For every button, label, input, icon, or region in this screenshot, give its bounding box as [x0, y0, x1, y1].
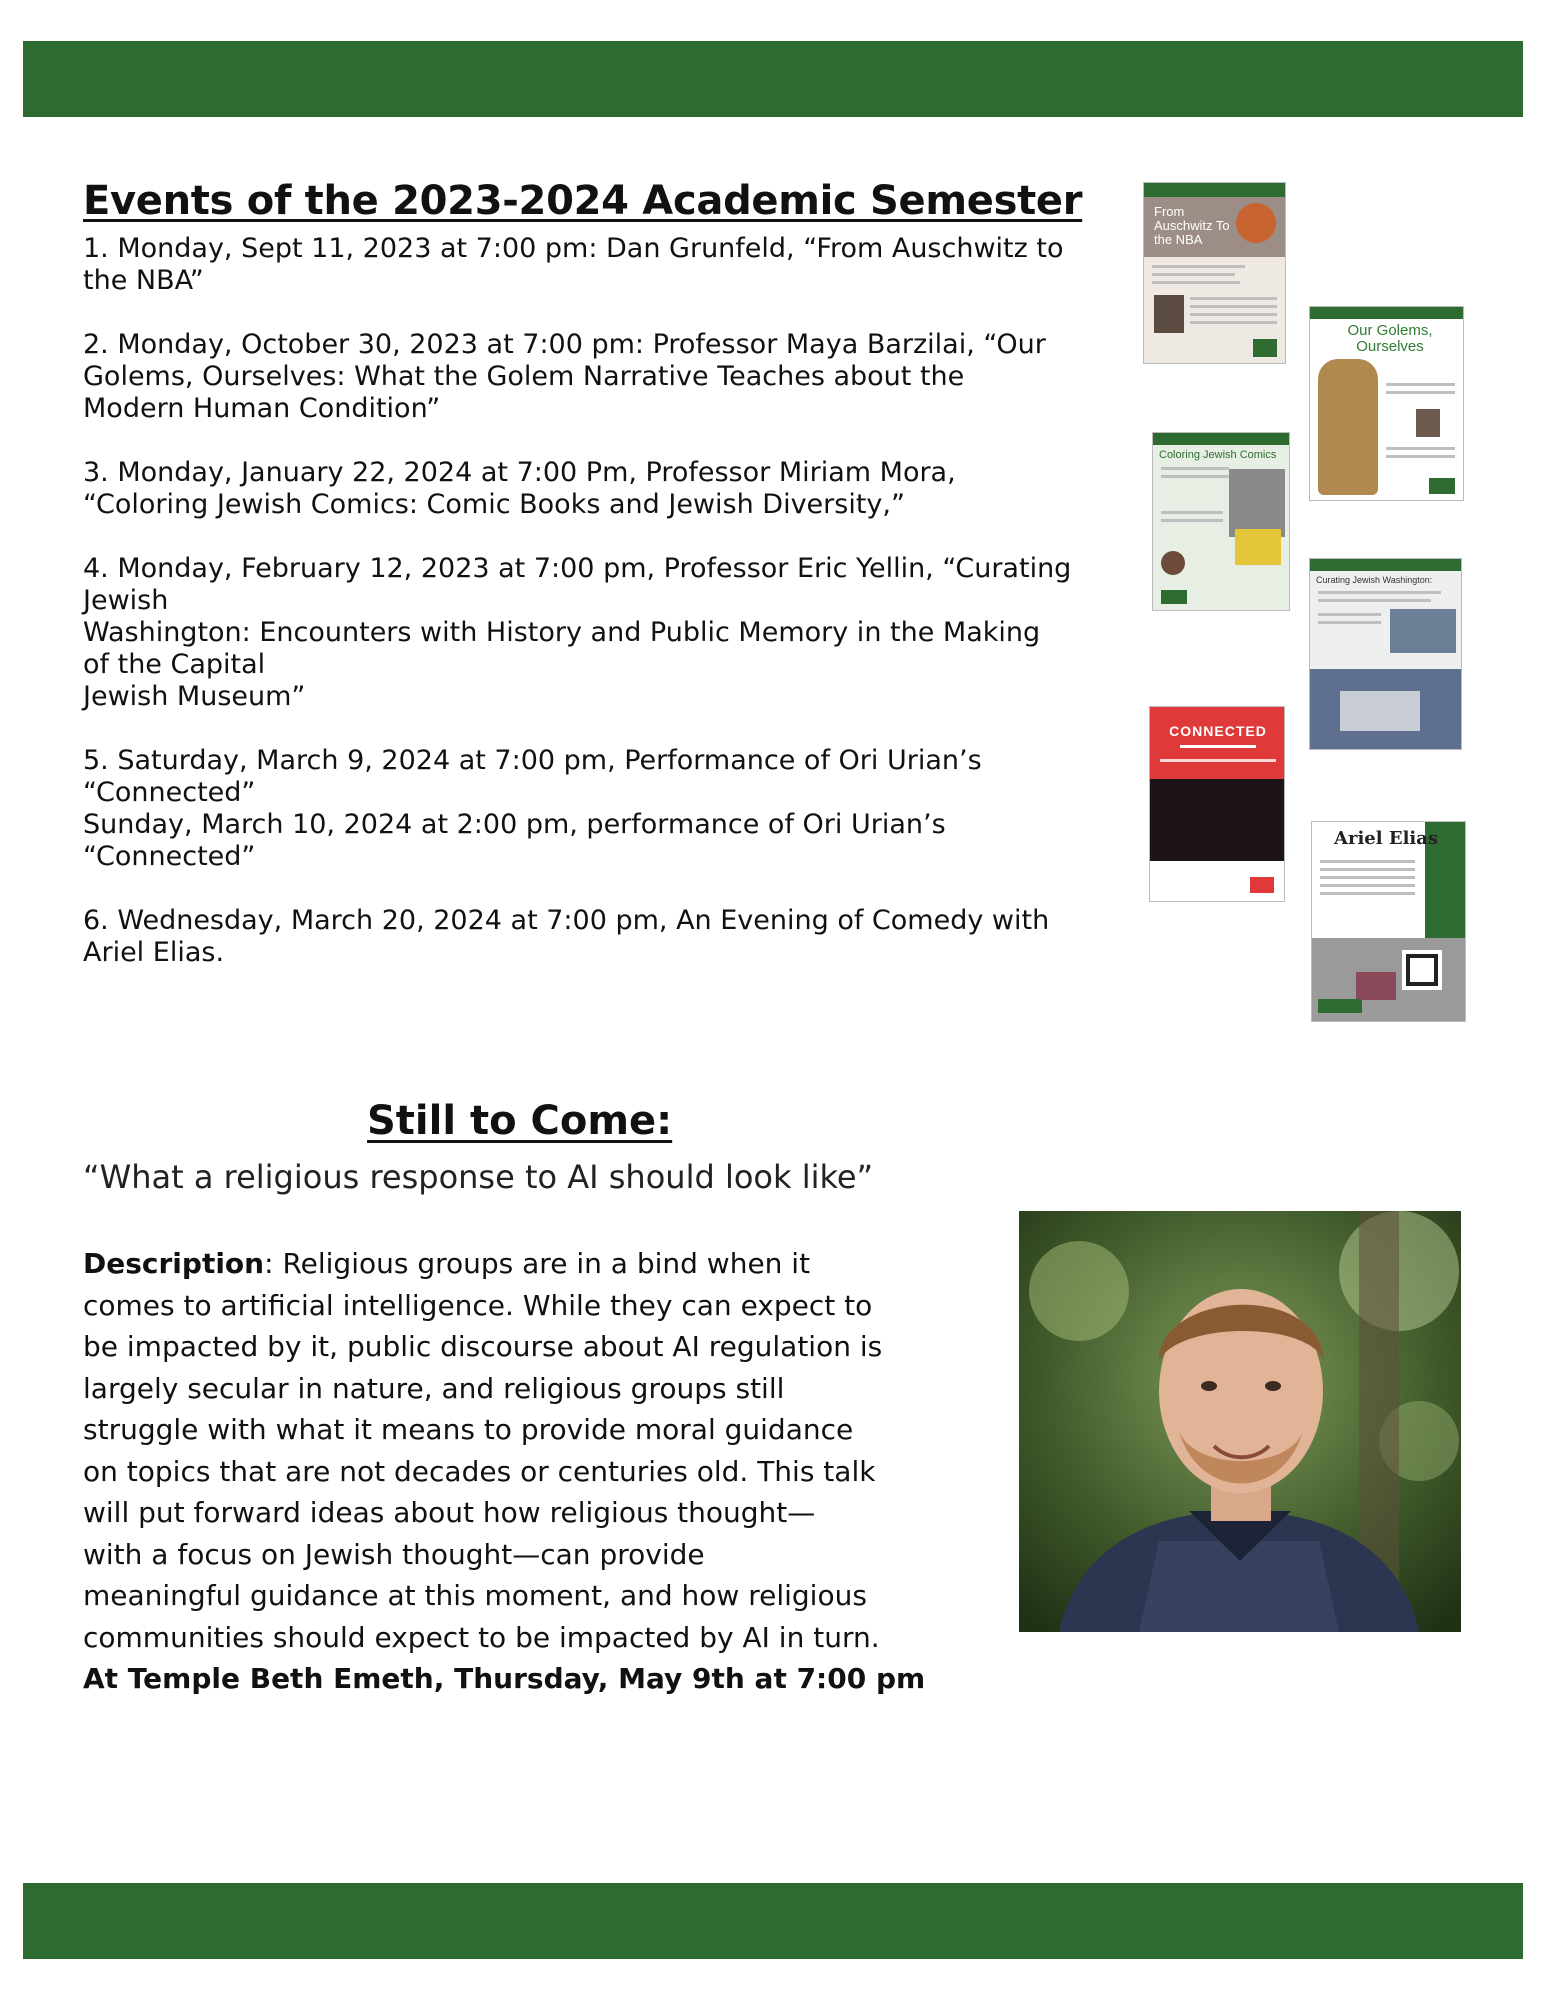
event-line: 4. Monday, February 12, 2023 at 7:00 pm, Professor Eric Yellin, “Curating — [83, 553, 1072, 584]
poster-coloring-comics — [1152, 432, 1290, 611]
still-to-come-heading: Still to Come: — [367, 1098, 673, 1144]
description-label: Description — [83, 1247, 265, 1280]
poster-text — [1190, 305, 1277, 308]
poster-text — [1152, 273, 1235, 276]
poster-text — [1161, 475, 1229, 478]
logo-icon — [1253, 339, 1277, 357]
poster-ariel-elias — [1311, 821, 1466, 1022]
poster-text — [1161, 519, 1223, 522]
description-line: meaningful guidance at this moment, and how religious — [83, 1579, 867, 1612]
speaker-portrait-image — [1019, 1211, 1461, 1632]
event-item-4 — [83, 553, 1133, 713]
logo-icon — [1318, 999, 1362, 1013]
top-green-band — [23, 41, 1523, 117]
event-line: 3. Monday, January 22, 2024 at 7:00 Pm, Professor Miriam Mora, — [83, 457, 956, 488]
event-item-5 — [83, 745, 1133, 873]
poster-text — [1320, 884, 1415, 887]
logo-icon — [1161, 590, 1187, 604]
speaker-photo — [1161, 551, 1185, 575]
description-text: : Religious groups are in a bind when it — [264, 1247, 811, 1280]
event-line: Golems, Ourselves: What the Golem Narrative Teaches about the — [83, 361, 965, 392]
talk-title: “What a religious response to AI should look like” — [83, 1158, 874, 1196]
talk-description — [83, 1243, 963, 1700]
poster-text — [1386, 391, 1455, 394]
event-line: “Connected” — [83, 777, 256, 808]
poster-text — [1318, 591, 1441, 594]
stage-photo — [1150, 779, 1284, 863]
event-line: 5. Saturday, March 9, 2024 at 7:00 pm, Performance of Ori Urian’s — [83, 745, 982, 776]
poster-text — [1190, 313, 1277, 316]
event-line: Sunday, March 10, 2024 at 2:00 pm, performance of Ori Urian’s — [83, 809, 946, 840]
logo-icon — [1250, 877, 1274, 893]
poster-text — [1386, 455, 1455, 458]
description-line: comes to artificial intelligence. While they can expect to — [83, 1288, 873, 1322]
poster-text — [1318, 613, 1381, 616]
event-item-6 — [83, 905, 1133, 969]
description-line: communities should expect to be impacted by AI in turn. — [83, 1620, 880, 1654]
event-item-2 — [83, 329, 1133, 425]
poster-connected — [1149, 706, 1285, 902]
poster-text — [1161, 467, 1229, 470]
poster-our-golems — [1309, 306, 1464, 501]
event-line: the NBA” — [83, 265, 204, 296]
description-line: be impacted by it, public discourse about AI regulation is — [83, 1330, 883, 1363]
performer-photo — [1356, 972, 1396, 1000]
poster-text — [1320, 860, 1415, 863]
event-line: Ariel Elias. — [83, 937, 225, 968]
description-line: struggle with what it means to provide moral guidance — [83, 1413, 854, 1446]
poster-curating-washington — [1309, 558, 1462, 750]
poster-text — [1386, 447, 1455, 450]
event-line: Jewish — [83, 585, 169, 616]
poster-title: Coloring Jewish Comics — [1159, 449, 1277, 461]
poster-title: Ariel Elias — [1334, 828, 1439, 849]
event-line: of the Capital — [83, 649, 266, 680]
event-line: Washington: Encounters with History and Public Memory in the Making — [83, 617, 1041, 648]
speaker-portrait — [1019, 1211, 1461, 1632]
description-line — [83, 1243, 963, 1285]
description-line: on topics that are not decades or centuries old. This talk — [83, 1454, 876, 1488]
comic-cover-image — [1229, 469, 1285, 537]
poster-text — [1152, 281, 1240, 284]
logo-icon — [1429, 478, 1455, 494]
qr-code-icon — [1402, 950, 1442, 990]
event-list — [83, 233, 1133, 1001]
comic-cover-image — [1235, 529, 1281, 565]
description-line: largely secular in nature, and religious groups still — [83, 1371, 785, 1405]
poster-text — [1180, 745, 1256, 748]
speaker-photo — [1154, 295, 1184, 333]
event-line: 1. Monday, Sept 11, 2023 at 7:00 pm: Dan Grunfeld, “From Auschwitz to — [83, 233, 1064, 264]
poster-text — [1320, 868, 1415, 871]
poster-text — [1190, 321, 1277, 324]
event-line: Modern Human Condition” — [83, 393, 441, 424]
poster-title: CONNECTED — [1169, 723, 1267, 739]
bottom-green-band — [23, 1883, 1523, 1959]
event-location-time: At Temple Beth Emeth, Thursday, May 9th at 7:00 pm — [83, 1662, 926, 1695]
poster-header-bar — [1144, 183, 1285, 197]
poster-text — [1160, 759, 1276, 762]
poster-text — [1318, 599, 1431, 602]
event-line: “Coloring Jewish Comics: Comic Books and Jewish Diversity,” — [83, 489, 905, 520]
golem-figure-image — [1318, 359, 1378, 495]
poster-text — [1152, 265, 1245, 268]
event-item-1 — [83, 233, 1133, 297]
poster-header-bar — [1310, 559, 1461, 571]
poster-auschwitz-nba — [1143, 182, 1286, 364]
poster-text — [1386, 383, 1455, 386]
poster-title: Our Golems, Ourselves — [1347, 322, 1433, 355]
event-line: Jewish Museum” — [83, 681, 306, 712]
event-line: “Connected” — [83, 841, 256, 872]
description-line: with a focus on Jewish thought—can provide — [83, 1537, 705, 1571]
events-heading: Events of the 2023-2024 Academic Semester — [83, 178, 1083, 224]
event-line: 2. Monday, October 30, 2023 at 7:00 pm: Professor Maya Barzilai, “Our — [83, 329, 1046, 360]
poster-header-bar — [1310, 307, 1463, 319]
description-line: will put forward ideas about how religious thought— — [83, 1496, 816, 1529]
poster-header-bar — [1153, 433, 1289, 445]
event-line: 6. Wednesday, March 20, 2024 at 7:00 pm, An Evening of Comedy with — [83, 905, 1050, 936]
poster-title: From Auschwitz To the NBA — [1154, 204, 1230, 247]
poster-text — [1320, 892, 1415, 895]
speaker-photo — [1416, 409, 1440, 437]
poster-text — [1320, 876, 1415, 879]
event-item-3 — [83, 457, 1133, 521]
poster-text — [1318, 621, 1381, 624]
poster-title: Curating Jewish Washington: — [1316, 575, 1433, 585]
poster-text — [1190, 297, 1277, 300]
building-facade — [1340, 691, 1420, 731]
poster-text — [1161, 511, 1223, 514]
speaker-photo — [1390, 609, 1456, 653]
